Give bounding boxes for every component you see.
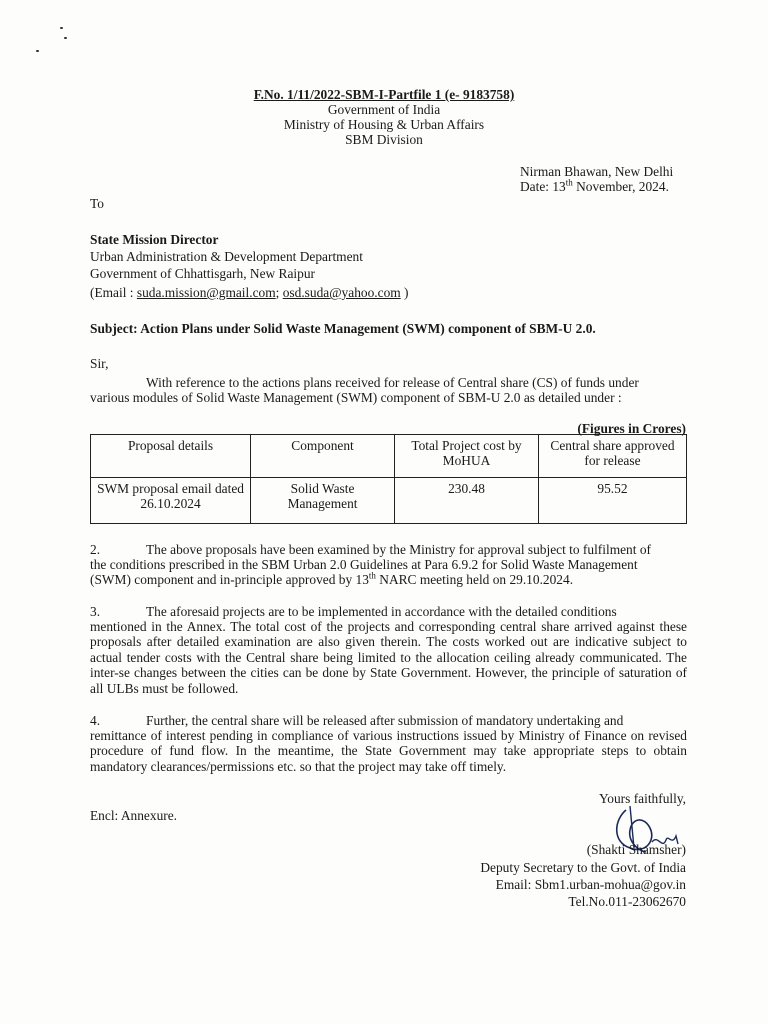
para4-number: 4. — [90, 713, 101, 728]
addressee-govt: Government of Chhattisgarh, New Raipur — [90, 266, 315, 281]
subject: Subject: Action Plans under Solid Waste Management (SWM) component of SBM-U 2.0. — [90, 321, 596, 336]
signatory-designation: Deputy Secretary to the Govt. of India — [480, 860, 686, 875]
table-cell: SWM proposal email dated 26.10.2024 — [91, 478, 251, 524]
para3-body: mentioned in the Annex. The total cost of the projects and corresponding central share arrived against these proposals after detailed examination are also given therein. The costs worked out are indicative subject to actual tender costs with the Central share being limited to the allocation ceiling already communicated. The inter-se changes between the cities can be done by State Government. However, the principle of saturation of all ULBs must be followed. — [90, 619, 687, 696]
intro-line-2: various modules of Solid Waste Management (SWM) component of SBM-U 2.0 as detailed under : — [90, 390, 622, 405]
signatory-tel: Tel.No.011-23062670 — [568, 894, 686, 909]
place: Nirman Bhawan, New Delhi — [520, 164, 674, 179]
to-label: To — [90, 196, 104, 211]
para2-line-1: The above proposals have been examined by the Ministry for approval subject to fulfilment of — [146, 542, 651, 557]
file-number: F.No. 1/11/2022-SBM-I-Partfile 1 (e- 9183758) — [253, 87, 515, 102]
salutation: Sir, — [90, 356, 109, 371]
table-header-cell: Component — [251, 435, 395, 478]
email-link-2[interactable]: osd.suda@yahoo.com — [282, 285, 401, 300]
email-suffix: ) — [400, 285, 409, 300]
govt-name: Government of India — [327, 102, 441, 117]
date-prefix: Date: 13 — [520, 179, 566, 194]
table-cell: Solid Waste Management — [251, 478, 395, 524]
ministry-name: Ministry of Housing & Urban Affairs — [283, 117, 485, 132]
addressee-dept: Urban Administration & Development Department — [90, 249, 363, 264]
date-suffix: November, 2024. — [572, 179, 669, 194]
date-sup: th — [565, 177, 573, 188]
email-sep: ; — [275, 285, 283, 300]
para2-line-3-prefix: (SWM) component and in-principle approved by 13 — [90, 572, 369, 587]
table-cell: 230.48 — [395, 478, 539, 524]
scan-speck — [60, 27, 63, 29]
scan-speck — [64, 37, 67, 39]
addressee-email — [90, 285, 409, 300]
para2-line-3-suffix: NARC meeting held on 29.10.2024. — [375, 572, 574, 587]
table-row — [91, 478, 687, 524]
closing: Yours faithfully, — [598, 791, 686, 806]
signatory-name: (Shakti Shamsher) — [586, 842, 686, 857]
para3-line-1: The aforesaid projects are to be implemented in accordance with the detailed conditions — [146, 604, 617, 619]
email-link-1[interactable]: suda.mission@gmail.com — [136, 285, 276, 300]
table-header-cell: Total Project cost by MoHUA — [395, 435, 539, 478]
para2-line-3 — [90, 572, 573, 587]
para4-line-1: Further, the central share will be released after submission of mandatory undertaking and — [146, 713, 624, 728]
enclosure: Encl: Annexure. — [90, 808, 178, 823]
division-name: SBM Division — [345, 132, 423, 147]
table-header-cell: Central share approved for release — [538, 435, 686, 478]
para2-sup: th — [368, 570, 376, 581]
table-header-row — [91, 435, 687, 478]
email-prefix: (Email : — [90, 285, 137, 300]
table-cell: 95.52 — [538, 478, 686, 524]
signatory-email: Email: Sbm1.urban-mohua@gov.in — [495, 877, 686, 892]
scan-speck — [36, 50, 39, 52]
para2-number: 2. — [90, 542, 101, 557]
para4-body: remittance of interest pending in compliance of various instructions issued by Ministry of Finance on revised procedure of fund flow. In the meantime, the State Government may take appropriate steps to obtain mandatory clearances/permissions etc. so that the project may take off timely. — [90, 728, 687, 774]
date — [520, 179, 669, 194]
table-header-cell: Proposal details — [91, 435, 251, 478]
para3-number: 3. — [90, 604, 101, 619]
proposal-table — [90, 434, 687, 524]
addressee-title: State Mission Director — [90, 232, 219, 247]
figures-note: (Figures in Crores) — [577, 421, 686, 436]
intro-line-1: With reference to the actions plans received for release of Central share (CS) of funds under — [146, 375, 639, 390]
para2-line-2: the conditions prescribed in the SBM Urban 2.0 Guidelines at Para 6.9.2 for Solid Waste Management — [90, 557, 638, 572]
